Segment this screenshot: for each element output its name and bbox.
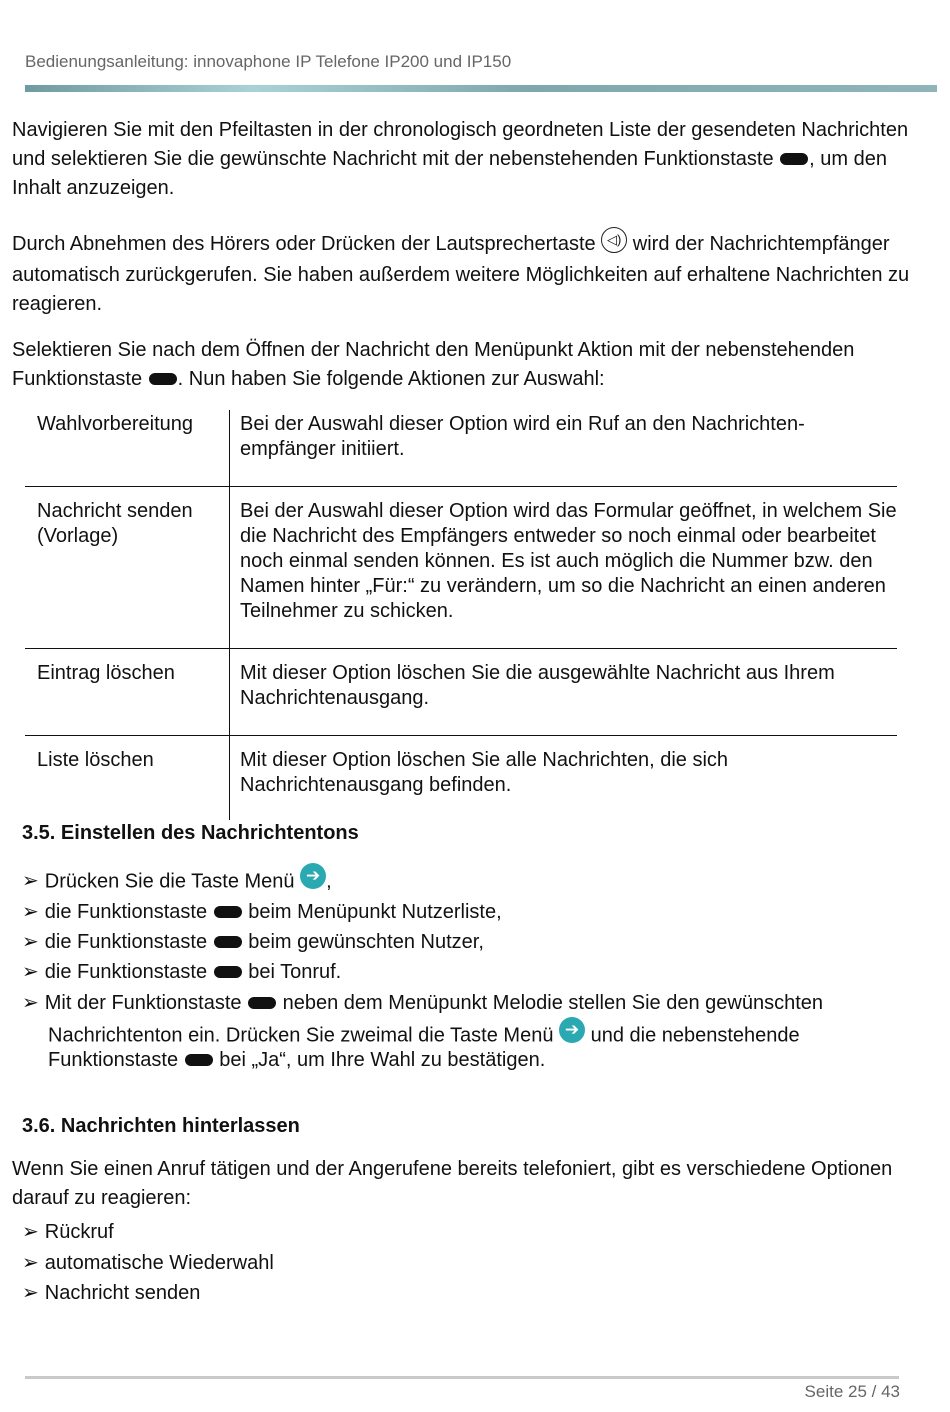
function-key-icon (780, 153, 808, 165)
list-item (22, 991, 823, 1016)
function-key-icon (214, 936, 242, 948)
function-key-icon (214, 966, 242, 978)
list-item-text: beim gewünschten Nutzer, (242, 931, 484, 953)
option-row (25, 410, 897, 486)
list-item (22, 930, 484, 955)
list-item (22, 1251, 274, 1276)
list-item (22, 1281, 200, 1306)
option-description: Mit dieser Option löschen Sie alle Nachrichten, die sich Nachrichtenausgang befinden. (229, 736, 897, 820)
list-item-text: Nachricht senden (44, 1282, 201, 1304)
paragraph-text: Navigieren Sie mit den Pfeiltasten in der chronologisch geordneten Liste der gesendeten Nachrichten und selektieren Sie die gewünschte Nachricht mit der nebenstehenden Funktionstaste (12, 119, 909, 170)
bullet-arrow-icon: ➢ (22, 931, 39, 953)
option-term: Nachricht senden (Vorlage) (37, 500, 193, 547)
option-row (25, 648, 897, 735)
bullet-arrow-icon: ➢ (22, 1282, 39, 1304)
list-item-text: , (326, 870, 332, 893)
bullet-arrow-icon: ➢ (22, 961, 39, 983)
paragraph-text: Durch Abnehmen des Hörers oder Drücken der Lautsprechertaste (12, 233, 596, 255)
option-row (25, 735, 897, 820)
paragraph-text: wird der Nachrichtempfänger automatisch zurückgerufen. Sie haben außerdem weitere Möglichkeiten auf erhaltene Nachrichten zu reagieren. (12, 233, 910, 315)
footer-divider (25, 1376, 899, 1379)
option-term: Liste löschen (37, 749, 154, 771)
section-title: 3.5. Einstellen des Nachrichtentons (22, 822, 359, 844)
function-key-icon (149, 373, 177, 385)
page-number: Seite 25 / 43 (804, 1382, 900, 1401)
list-item-text: bei „Ja“, um Ihre Wahl zu bestätigen. (213, 1049, 546, 1071)
document-header: Bedienungsanleitung: innovaphone IP Telefone IP200 und IP150 (25, 52, 512, 71)
list-item-text: beim Menüpunkt Nutzerliste, (242, 901, 502, 923)
list-item-text: Funktionstaste (48, 1049, 179, 1071)
menu-arrow-icon: ➔ (300, 863, 326, 889)
bullet-arrow-icon: ➢ (22, 992, 39, 1014)
list-item (22, 1220, 114, 1245)
paragraph-text: Selektieren Sie nach dem Öffnen der Nachricht den Menüpunkt Aktion mit der nebenstehenden Funktionstaste (12, 339, 855, 390)
list-item (22, 960, 341, 985)
function-key-icon (248, 997, 276, 1009)
list-item-text: Drücken Sie die Taste Menü (44, 870, 295, 893)
list-item-continuation (48, 1020, 800, 1049)
list-item-continuation (48, 1048, 545, 1073)
list-item-text: bei Tonruf. (242, 961, 342, 983)
speaker-icon: ◁) (601, 227, 627, 253)
list-item-text: automatische Wiederwahl (44, 1252, 274, 1274)
list-item-text: neben dem Menüpunkt Melodie stellen Sie den gewünschten (277, 992, 823, 1014)
menu-arrow-icon: ➔ (559, 1017, 585, 1043)
list-item (22, 900, 502, 925)
paragraph-action (12, 336, 932, 394)
list-item-text: die Funktionstaste (44, 931, 208, 953)
paragraph-intro: Wenn Sie einen Anruf tätigen und der Angerufene bereits telefoniert, gibt es verschiedene Optionen darauf zu reagieren: (12, 1158, 893, 1209)
bullet-arrow-icon: ➢ (22, 1252, 39, 1274)
bullet-arrow-icon: ➢ (22, 1221, 39, 1243)
paragraph-navigate (12, 116, 932, 203)
section-title: 3.6. Nachrichten hinterlassen (22, 1115, 300, 1137)
option-term: Wahlvorbereitung (37, 413, 194, 435)
option-description: Bei der Auswahl dieser Option wird das Formular geöffnet, in welchem Sie die Nachricht des Empfängers entweder so noch einmal oder bearbeitet noch einmal senden können. Es ist auch möglich die Nummer bzw. den Namen hinter „Für:“ zu verändern, um so die Nachricht an einen anderen Teilnehmer zu schicken. (229, 487, 897, 648)
list-item-text: die Funktionstaste (44, 901, 208, 923)
list-item-text: Nachrichtenton ein. Drücken Sie zweimal die Taste Menü (48, 1024, 554, 1047)
option-description: Bei der Auswahl dieser Option wird ein Ruf an den Nachrichten-empfänger initiiert. (229, 410, 897, 486)
paragraph-callback (12, 230, 932, 319)
list-item-text: Rückruf (44, 1221, 114, 1243)
list-item-text: die Funktionstaste (44, 961, 208, 983)
function-key-icon (214, 906, 242, 918)
header-bar (25, 85, 937, 92)
paragraph-text: . Nun haben Sie folgende Aktionen zur Auswahl: (177, 368, 605, 390)
option-row (25, 486, 897, 648)
bullet-arrow-icon: ➢ (22, 870, 39, 893)
bullet-arrow-icon: ➢ (22, 901, 39, 923)
list-item-text: Mit der Funktionstaste (44, 992, 242, 1014)
list-item-text: und die nebenstehende (585, 1024, 800, 1047)
option-description: Mit dieser Option löschen Sie die ausgewählte Nachricht aus Ihrem Nachrichtenausgang. (229, 649, 897, 735)
option-term: Eintrag löschen (37, 662, 175, 684)
paragraph-text: , um den Inhalt anzuzeigen. (12, 148, 887, 199)
options-table (25, 410, 897, 820)
list-item (22, 866, 332, 895)
function-key-icon (185, 1054, 213, 1066)
